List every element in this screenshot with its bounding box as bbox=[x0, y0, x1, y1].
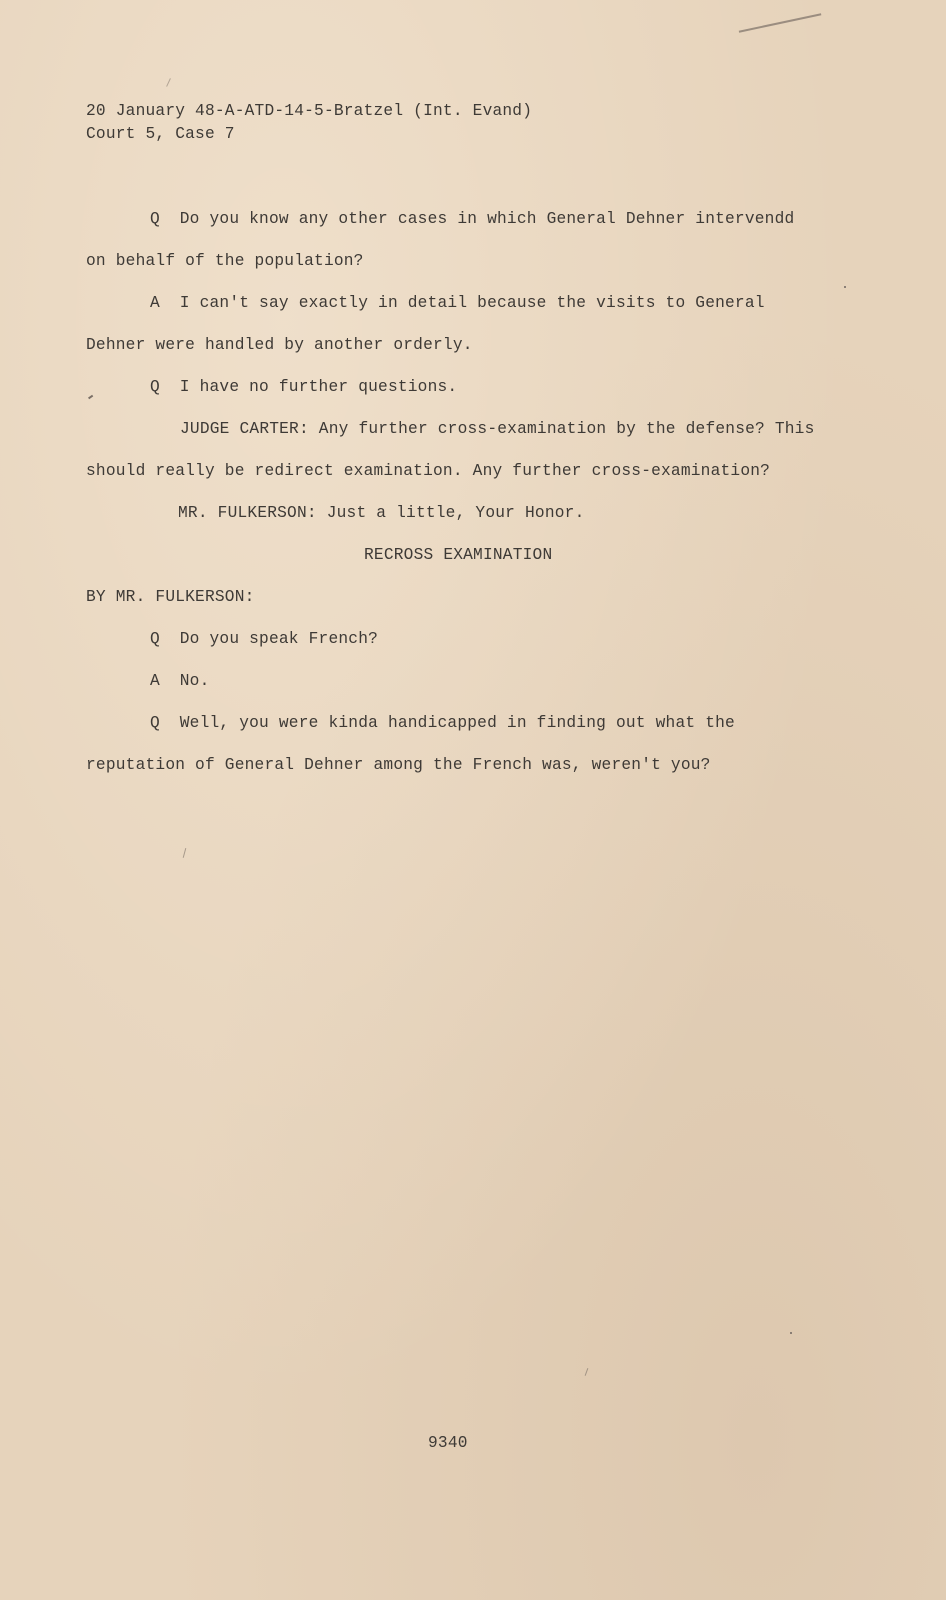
judge-statement-line: JUDGE CARTER: Any further cross-examination by the defense? This bbox=[180, 420, 815, 438]
continuation-line: Dehner were handled by another orderly. bbox=[86, 336, 473, 354]
stray-mark bbox=[585, 1368, 589, 1376]
question-line: Q I have no further questions. bbox=[150, 378, 458, 396]
pen-stroke bbox=[739, 13, 821, 32]
question-line: Q Do you speak French? bbox=[150, 630, 379, 648]
continuation-line: on behalf of the population? bbox=[86, 252, 364, 270]
section-heading: RECROSS EXAMINATION bbox=[364, 546, 553, 564]
answer-line: A No. bbox=[150, 672, 210, 690]
question-line: Q Do you know any other cases in which General Dehner intervendd bbox=[150, 210, 795, 228]
stray-mark bbox=[166, 78, 171, 87]
paper-speck bbox=[790, 1332, 792, 1334]
paper-speck bbox=[844, 286, 846, 288]
continuation-line: should really be redirect examination. Any further cross-examination? bbox=[86, 462, 771, 480]
stray-mark bbox=[183, 848, 187, 858]
answer-line: A I can't say exactly in detail because the visits to General bbox=[150, 294, 765, 312]
page-number: 9340 bbox=[428, 1434, 468, 1452]
continuation-line: reputation of General Dehner among the French was, weren't you? bbox=[86, 756, 711, 774]
header-date-reference: 20 January 48-A-ATD-14-5-Bratzel (Int. Evand) bbox=[86, 102, 533, 120]
examiner-line: BY MR. FULKERSON: bbox=[86, 588, 255, 606]
header-court-case: Court 5, Case 7 bbox=[86, 125, 235, 143]
counsel-statement-line: MR. FULKERSON: Just a little, Your Honor. bbox=[178, 504, 585, 522]
question-line: Q Well, you were kinda handicapped in finding out what the bbox=[150, 714, 735, 732]
stray-mark bbox=[88, 395, 93, 399]
